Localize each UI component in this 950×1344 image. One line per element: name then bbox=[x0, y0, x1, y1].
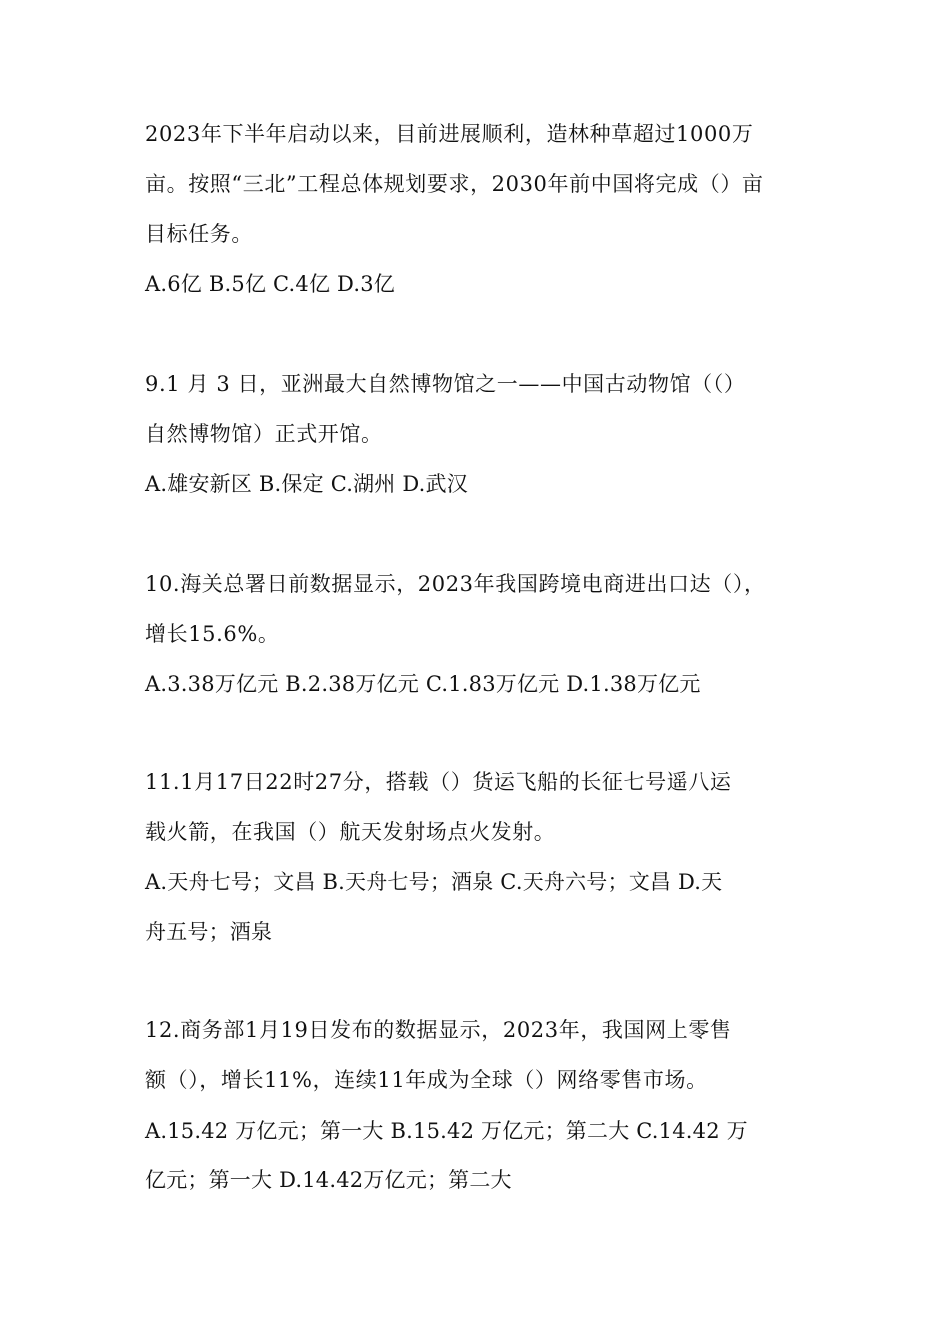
q8-stem-line-2: 亩。按照“三北”工程总体规划要求，2030年前中国将完成（）亩 bbox=[145, 172, 764, 196]
q9-options: A.雄安新区 B.保定 C.湖州 D.武汉 bbox=[145, 472, 468, 496]
q11-stem-line-1: 11.1月17日22时27分，搭载（）货运飞船的长征七号遥八运 bbox=[145, 770, 732, 794]
q9-stem-line-1: 9.1 月 3 日，亚洲最大自然博物馆之一——中国古动物馆（（） bbox=[145, 372, 746, 396]
q10-stem-line-1: 10.海关总署日前数据显示，2023年我国跨境电商进出口达（）， bbox=[145, 572, 766, 596]
q10-options: A.3.38万亿元 B.2.38万亿元 C.1.83万亿元 D.1.38万亿元 bbox=[145, 672, 701, 696]
q8-stem-line-3: 目标任务。 bbox=[145, 222, 253, 246]
q11-options-line-2: 舟五号；酒泉 bbox=[145, 920, 273, 944]
q8-stem-line-1: 2023年下半年启动以来，目前进展顺利，造林种草超过1000万 bbox=[145, 122, 754, 146]
q10-stem-line-2: 增长15.6%。 bbox=[145, 622, 280, 646]
q11-options-line-1: A.天舟七号；文昌 B.天舟七号；酒泉 C.天舟六号；文昌 D.天 bbox=[145, 870, 723, 894]
q9-stem-line-2: 自然博物馆）正式开馆。 bbox=[145, 422, 383, 446]
q11-stem-line-2: 载火箭，在我国（）航天发射场点火发射。 bbox=[145, 820, 556, 844]
q12-options-line-2: 亿元；第一大 D.14.42万亿元；第二大 bbox=[145, 1168, 512, 1192]
q12-options-line-1: A.15.42 万亿元；第一大 B.15.42 万亿元；第二大 C.14.42 万 bbox=[145, 1119, 748, 1143]
q8-options: A.6亿 B.5亿 C.4亿 D.3亿 bbox=[145, 272, 395, 296]
q12-stem-line-2: 额（），增长11%，连续11年成为全球（）网络零售市场。 bbox=[145, 1068, 708, 1092]
q12-stem-line-1: 12.商务部1月19日发布的数据显示，2023年，我国网上零售 bbox=[145, 1018, 732, 1042]
